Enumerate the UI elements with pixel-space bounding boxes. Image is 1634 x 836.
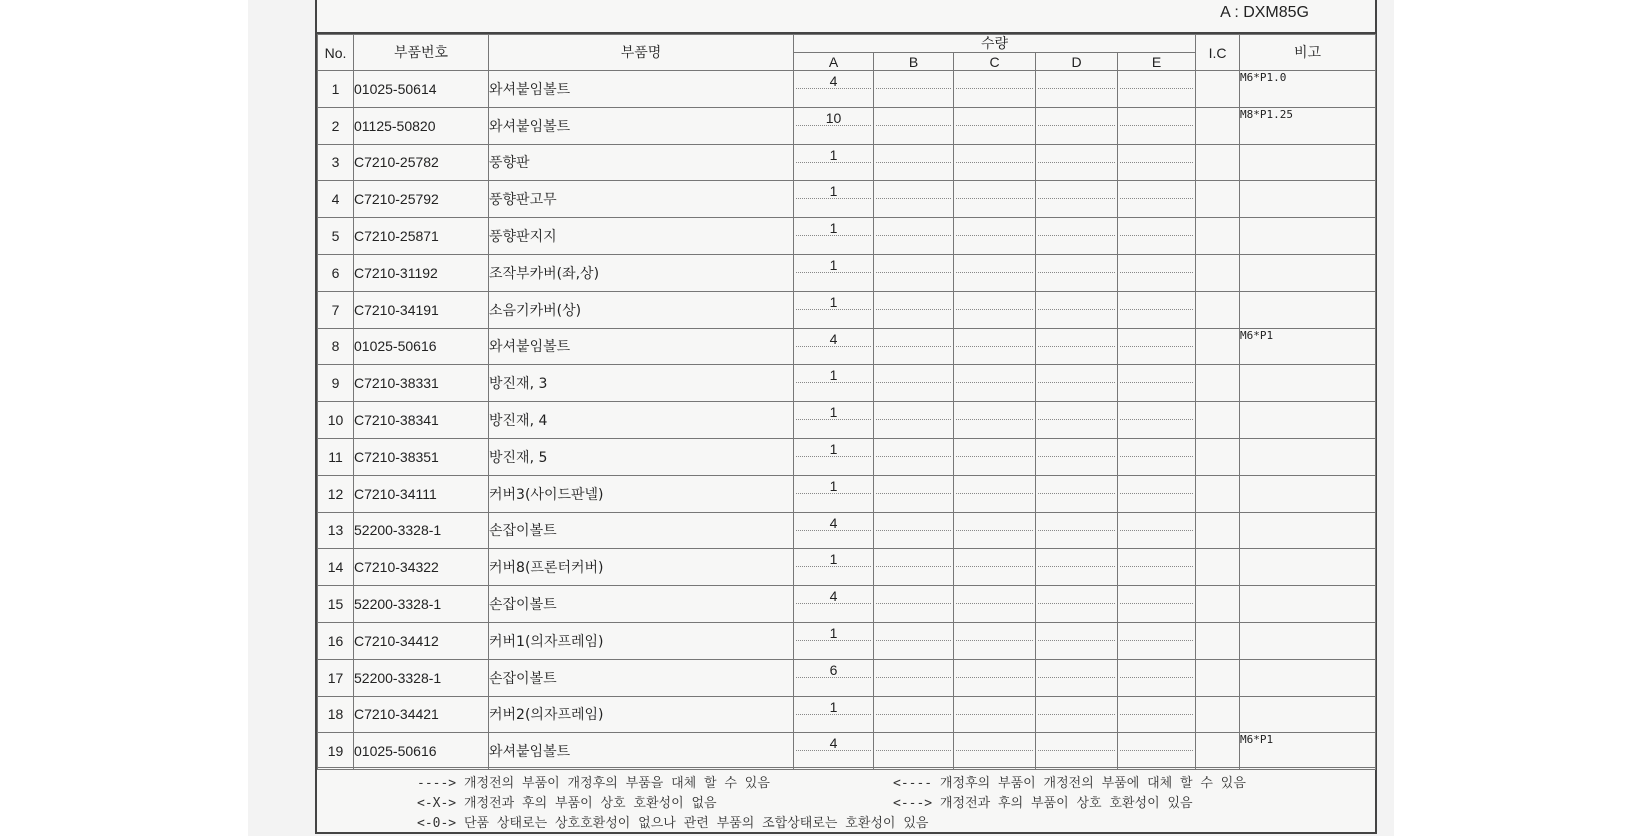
row-qty-c [954, 475, 1036, 512]
row-qty-a [794, 254, 874, 291]
row-qty-a [794, 291, 874, 328]
row-qty-e [1118, 218, 1196, 255]
parts-table-body [318, 71, 1376, 770]
row-qty-c [954, 659, 1036, 696]
row-qty-b [874, 365, 954, 402]
row-part-number: C7210-25782 [354, 144, 489, 181]
table-row [318, 218, 1376, 255]
row-qty-e [1118, 144, 1196, 181]
row-qty-a-value: 1 [829, 440, 838, 457]
row-qty-e [1118, 622, 1196, 659]
row-remark [1240, 365, 1376, 402]
row-qty-a [794, 144, 874, 181]
row-qty-c [954, 291, 1036, 328]
row-qty-e [1118, 402, 1196, 439]
row-qty-c [954, 402, 1036, 439]
row-remark [1240, 475, 1376, 512]
row-qty-a [794, 475, 874, 512]
row-qty-e [1118, 291, 1196, 328]
row-qty-a-value: 1 [829, 256, 838, 273]
row-part-number: C7210-38331 [354, 365, 489, 402]
row-qty-c [954, 107, 1036, 144]
legend-line3: <-0-> 단품 상태로는 상호호환성이 없으나 관련 부품의 조합상태로는 호환성이 있음 [417, 816, 929, 831]
row-part-number: 52200-3328-1 [354, 659, 489, 696]
row-ic [1196, 107, 1240, 144]
header-qty-b: B [874, 53, 954, 71]
row-qty-e [1118, 181, 1196, 218]
row-remark [1240, 291, 1376, 328]
row-qty-e [1118, 107, 1196, 144]
row-remark: M6*P1 [1240, 328, 1376, 365]
row-qty-a-value: 1 [829, 551, 838, 568]
row-no: 17 [318, 659, 354, 696]
table-row [318, 659, 1376, 696]
row-no: 6 [318, 254, 354, 291]
row-ic [1196, 181, 1240, 218]
row-qty-e [1118, 475, 1196, 512]
row-no: 8 [318, 328, 354, 365]
legend-line1-right: <---- 개정후의 부품이 개정전의 부품에 대체 할 수 있음 [893, 776, 1246, 791]
table-row [318, 438, 1376, 475]
row-qty-b [874, 402, 954, 439]
row-ic [1196, 144, 1240, 181]
row-qty-d [1036, 365, 1118, 402]
row-part-number: 01025-50614 [354, 71, 489, 108]
row-qty-d [1036, 733, 1118, 770]
row-qty-a-value: 1 [829, 404, 838, 421]
table-row [318, 696, 1376, 733]
row-no: 19 [318, 733, 354, 770]
row-qty-d [1036, 181, 1118, 218]
row-qty-b [874, 622, 954, 659]
row-remark: M8*P1.25 [1240, 107, 1376, 144]
row-remark [1240, 218, 1376, 255]
table-row [318, 365, 1376, 402]
row-qty-e [1118, 328, 1196, 365]
row-qty-a [794, 696, 874, 733]
row-no: 11 [318, 438, 354, 475]
row-qty-b [874, 475, 954, 512]
row-qty-a [794, 365, 874, 402]
table-row [318, 181, 1376, 218]
table-row [318, 475, 1376, 512]
row-qty-c [954, 733, 1036, 770]
parts-list-sheet [315, 0, 1377, 834]
row-remark [1240, 659, 1376, 696]
row-ic [1196, 586, 1240, 623]
table-row [318, 512, 1376, 549]
row-no: 3 [318, 144, 354, 181]
row-qty-a [794, 181, 874, 218]
table-row [318, 549, 1376, 586]
row-ic [1196, 659, 1240, 696]
table-row [318, 622, 1376, 659]
row-part-name: 커버2(의자프레임) [489, 696, 794, 733]
row-qty-e [1118, 71, 1196, 108]
row-no: 4 [318, 181, 354, 218]
parts-table [317, 34, 1376, 770]
table-row [318, 402, 1376, 439]
row-qty-a [794, 586, 874, 623]
legend-line2-left: <-X-> 개정전과 후의 부품이 상호 호환성이 없음 [417, 796, 717, 811]
row-qty-c [954, 696, 1036, 733]
row-part-number: C7210-34322 [354, 549, 489, 586]
row-part-number: C7210-34191 [354, 291, 489, 328]
header-qty-d: D [1036, 53, 1118, 71]
row-qty-b [874, 733, 954, 770]
row-qty-e [1118, 365, 1196, 402]
row-ic [1196, 328, 1240, 365]
row-qty-d [1036, 512, 1118, 549]
row-qty-a-value: 4 [829, 588, 838, 605]
row-part-name: 풍향판 [489, 144, 794, 181]
row-qty-b [874, 549, 954, 586]
row-qty-c [954, 438, 1036, 475]
row-ic [1196, 475, 1240, 512]
header-part-number: 부품번호 [354, 35, 489, 71]
row-part-number: 52200-3328-1 [354, 512, 489, 549]
row-qty-d [1036, 586, 1118, 623]
row-qty-c [954, 144, 1036, 181]
row-part-number: 01025-50616 [354, 733, 489, 770]
row-qty-b [874, 586, 954, 623]
row-qty-c [954, 549, 1036, 586]
row-qty-c [954, 328, 1036, 365]
row-part-name: 풍향판지지 [489, 218, 794, 255]
table-row [318, 586, 1376, 623]
row-qty-b [874, 328, 954, 365]
legend-line2-right: <---> 개정전과 후의 부품이 상호 호환성이 있음 [893, 796, 1193, 811]
row-part-name: 방진재, 3 [489, 365, 794, 402]
row-qty-b [874, 659, 954, 696]
row-ic [1196, 549, 1240, 586]
row-qty-a-value: 1 [829, 698, 838, 715]
row-qty-b [874, 181, 954, 218]
row-remark: M6*P1.0 [1240, 71, 1376, 108]
table-row [318, 733, 1376, 770]
row-part-name: 커버3(사이드판넬) [489, 475, 794, 512]
row-qty-b [874, 512, 954, 549]
row-qty-a-value: 4 [829, 514, 838, 531]
row-part-name: 손잡이볼트 [489, 659, 794, 696]
row-ic [1196, 512, 1240, 549]
header-quantity: 수량 [794, 35, 1196, 53]
row-qty-a-value: 4 [829, 735, 838, 752]
row-qty-d [1036, 475, 1118, 512]
row-qty-c [954, 622, 1036, 659]
row-ic [1196, 291, 1240, 328]
row-qty-a-value: 1 [829, 220, 838, 237]
row-remark [1240, 549, 1376, 586]
row-qty-d [1036, 328, 1118, 365]
row-qty-d [1036, 144, 1118, 181]
row-part-number: C7210-38341 [354, 402, 489, 439]
row-part-number: C7210-34412 [354, 622, 489, 659]
row-qty-b [874, 107, 954, 144]
row-qty-a-value: 1 [829, 146, 838, 163]
row-qty-a [794, 512, 874, 549]
row-qty-d [1036, 549, 1118, 586]
row-qty-e [1118, 254, 1196, 291]
row-qty-a [794, 659, 874, 696]
row-qty-a [794, 328, 874, 365]
row-qty-c [954, 218, 1036, 255]
row-no: 2 [318, 107, 354, 144]
row-part-name: 손잡이볼트 [489, 586, 794, 623]
row-qty-a [794, 733, 874, 770]
row-qty-a-value: 1 [829, 293, 838, 310]
row-qty-b [874, 291, 954, 328]
row-part-name: 와셔붙임볼트 [489, 328, 794, 365]
row-qty-d [1036, 622, 1118, 659]
row-part-name: 소음기카버(상) [489, 291, 794, 328]
row-part-number: C7210-25792 [354, 181, 489, 218]
row-qty-b [874, 218, 954, 255]
sheet-header [317, 0, 1375, 34]
row-remark [1240, 696, 1376, 733]
row-no: 18 [318, 696, 354, 733]
row-remark [1240, 181, 1376, 218]
row-no: 13 [318, 512, 354, 549]
row-qty-e [1118, 659, 1196, 696]
row-part-name: 풍향판고무 [489, 181, 794, 218]
row-qty-a-value: 4 [829, 330, 838, 347]
row-remark [1240, 586, 1376, 623]
row-no: 15 [318, 586, 354, 623]
row-part-name: 방진재, 5 [489, 438, 794, 475]
row-ic [1196, 365, 1240, 402]
row-ic [1196, 71, 1240, 108]
row-qty-c [954, 365, 1036, 402]
row-qty-d [1036, 291, 1118, 328]
row-ic [1196, 733, 1240, 770]
row-no: 9 [318, 365, 354, 402]
row-qty-d [1036, 107, 1118, 144]
row-qty-d [1036, 402, 1118, 439]
row-qty-c [954, 71, 1036, 108]
row-remark [1240, 512, 1376, 549]
row-part-number: C7210-34421 [354, 696, 489, 733]
row-qty-a-value: 1 [829, 624, 838, 641]
model-label: A : DXM85G [1220, 4, 1309, 21]
row-part-name: 와셔붙임볼트 [489, 107, 794, 144]
row-no: 7 [318, 291, 354, 328]
row-qty-a-value: 10 [825, 109, 842, 126]
header-qty-a: A [794, 53, 874, 71]
row-qty-a-value: 1 [829, 367, 838, 384]
table-row [318, 107, 1376, 144]
row-remark [1240, 438, 1376, 475]
row-part-number: C7210-31192 [354, 254, 489, 291]
row-qty-d [1036, 438, 1118, 475]
table-row [318, 71, 1376, 108]
row-qty-d [1036, 696, 1118, 733]
compatibility-legend [317, 767, 1375, 832]
row-part-number: 01125-50820 [354, 107, 489, 144]
row-part-name: 방진재, 4 [489, 402, 794, 439]
row-qty-e [1118, 733, 1196, 770]
row-qty-c [954, 512, 1036, 549]
row-part-name: 커버1(의자프레임) [489, 622, 794, 659]
row-qty-a [794, 218, 874, 255]
row-part-name: 커버8(프론터커버) [489, 549, 794, 586]
header-qty-c: C [954, 53, 1036, 71]
header-no: No. [318, 35, 354, 71]
row-qty-a [794, 107, 874, 144]
table-row [318, 291, 1376, 328]
row-part-name: 와셔붙임볼트 [489, 733, 794, 770]
row-remark [1240, 622, 1376, 659]
row-qty-e [1118, 696, 1196, 733]
legend-line1-left: ----> 개정전의 부품이 개정후의 부품을 대체 할 수 있음 [417, 776, 770, 791]
row-qty-a-value: 6 [829, 661, 838, 678]
row-no: 1 [318, 71, 354, 108]
row-qty-d [1036, 218, 1118, 255]
row-qty-d [1036, 659, 1118, 696]
row-remark [1240, 254, 1376, 291]
row-part-number: C7210-34111 [354, 475, 489, 512]
row-qty-c [954, 586, 1036, 623]
header-ic: I.C [1196, 35, 1240, 71]
row-qty-b [874, 71, 954, 108]
row-qty-a-value: 1 [829, 477, 838, 494]
row-qty-d [1036, 254, 1118, 291]
row-qty-e [1118, 438, 1196, 475]
row-qty-b [874, 438, 954, 475]
table-row [318, 254, 1376, 291]
row-ic [1196, 622, 1240, 659]
row-qty-c [954, 181, 1036, 218]
row-qty-a-value: 1 [829, 183, 838, 200]
row-remark: M6*P1 [1240, 733, 1376, 770]
row-ic [1196, 438, 1240, 475]
row-qty-a [794, 438, 874, 475]
row-no: 16 [318, 622, 354, 659]
row-part-name: 조작부카버(좌,상) [489, 254, 794, 291]
row-part-name: 와셔붙임볼트 [489, 71, 794, 108]
row-remark [1240, 144, 1376, 181]
row-part-number: 52200-3328-1 [354, 586, 489, 623]
row-ic [1196, 402, 1240, 439]
row-qty-a [794, 549, 874, 586]
row-remark [1240, 402, 1376, 439]
row-part-number: 01025-50616 [354, 328, 489, 365]
row-qty-e [1118, 586, 1196, 623]
header-part-name: 부품명 [489, 35, 794, 71]
header-qty-e: E [1118, 53, 1196, 71]
row-ic [1196, 218, 1240, 255]
row-no: 5 [318, 218, 354, 255]
row-qty-b [874, 696, 954, 733]
row-part-name: 손잡이볼트 [489, 512, 794, 549]
row-qty-e [1118, 512, 1196, 549]
row-qty-a [794, 402, 874, 439]
row-part-number: C7210-38351 [354, 438, 489, 475]
row-qty-d [1036, 71, 1118, 108]
header-remark: 비고 [1240, 35, 1376, 71]
row-ic [1196, 254, 1240, 291]
row-qty-a-value: 4 [829, 73, 838, 89]
row-part-number: C7210-25871 [354, 218, 489, 255]
row-qty-b [874, 254, 954, 291]
row-qty-a [794, 622, 874, 659]
table-row [318, 144, 1376, 181]
table-row [318, 328, 1376, 365]
row-qty-c [954, 254, 1036, 291]
row-qty-b [874, 144, 954, 181]
row-ic [1196, 696, 1240, 733]
row-no: 10 [318, 402, 354, 439]
row-qty-e [1118, 549, 1196, 586]
row-no: 14 [318, 549, 354, 586]
row-qty-a [794, 71, 874, 108]
row-no: 12 [318, 475, 354, 512]
